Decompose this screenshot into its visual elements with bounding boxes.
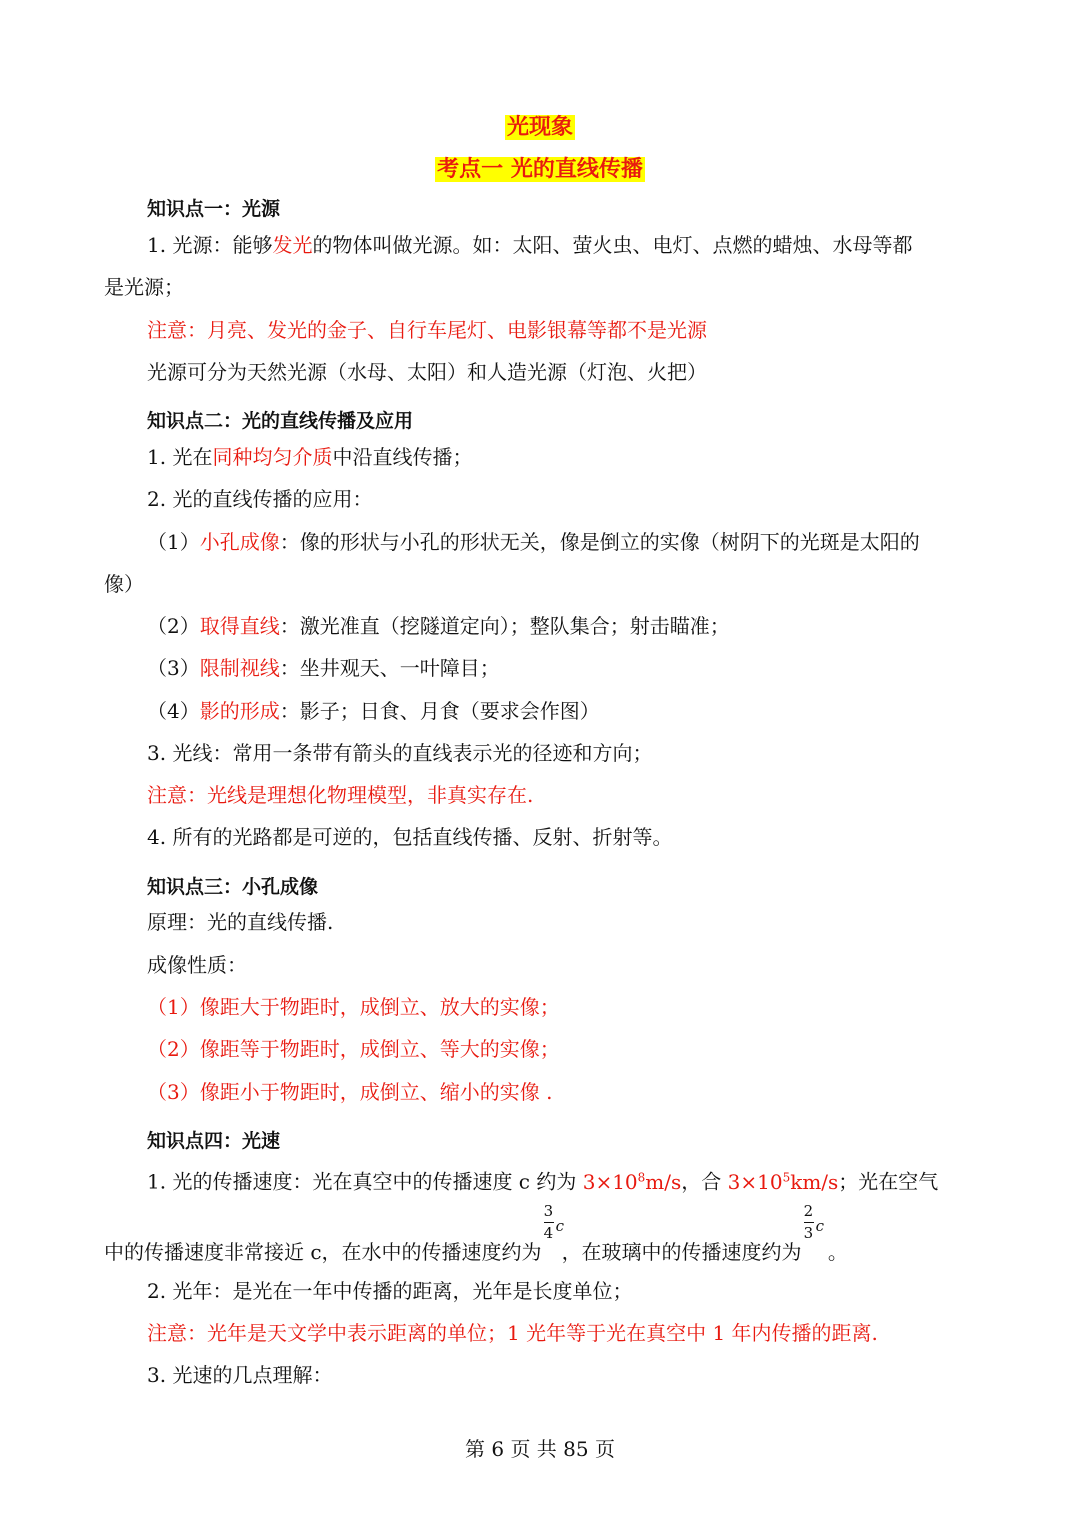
kp3-line1: 原理：光的直线传播. xyxy=(147,910,334,934)
kp1-note: 注意：月亮、发光的金子、自行车尾灯、电影银幕等都不是光源 xyxy=(147,318,707,342)
kp4-heading: 知识点四：光速 xyxy=(147,1130,281,1152)
kp2-note: 注意：光线是理想化物理模型，非真实存在. xyxy=(147,783,534,807)
kp1-heading: 知识点一：光源 xyxy=(147,198,281,220)
kp3-rule1: （1）像距大于物距时，成倒立、放大的实像； xyxy=(147,995,560,1019)
kp1-line1-wrap: 是光源； xyxy=(104,275,184,299)
kp3-rule3: （3）像距小于物距时，成倒立、缩小的实像 . xyxy=(147,1080,553,1104)
kp2-line1: 1. 光在同种均匀介质中沿直线传播； xyxy=(147,445,473,469)
kp2-app2: （2）取得直线：激光准直（挖隧道定向）；整队集合；射击瞄准； xyxy=(147,614,730,638)
kp2-line2: 2. 光的直线传播的应用： xyxy=(147,487,373,511)
kp1-line1: 1. 光源：能够发光的物体叫做光源。如：太阳、萤火虫、电灯、点燃的蜡烛、水母等都 xyxy=(147,233,913,257)
kp2-heading: 知识点二：光的直线传播及应用 xyxy=(147,410,414,432)
kp3-rule2: （2）像距等于物距时，成倒立、等大的实像； xyxy=(147,1037,560,1061)
kp4-line2: 中的传播速度非常接近 c，在水中的传播速度约为 3 4 c ，在玻璃中的传播速度约为 2 3 c 。 xyxy=(104,1202,848,1264)
kp3-line2: 成像性质： xyxy=(147,953,247,977)
chapter-title: 光现象 xyxy=(506,115,573,140)
kp2-line4: 4. 所有的光路都是可逆的，包括直线传播、反射、折射等。 xyxy=(147,825,673,849)
kp2-app4: （4）影的形成：影子；日食、月食（要求会作图） xyxy=(147,699,600,723)
kp2-app3: （3）限制视线：坐井观天、一叶障目； xyxy=(147,656,500,680)
kp4-note: 注意：光年是天文学中表示距离的单位；1 光年等于光在真空中 1 年内传播的距离. xyxy=(147,1321,878,1345)
fraction-three-quarters-c: 3 4 c xyxy=(543,1202,564,1242)
kp4-line1: 1. 光的传播速度：光在真空中的传播速度 c 约为 $3\times 10^8m/s$，合 $3\times 10^5km/s$；光在空气 xyxy=(147,1169,939,1194)
kp1-line2: 光源可分为天然光源（水母、太阳）和人造光源（灯泡、火把） xyxy=(147,360,707,384)
section-title: 考点一 光的直线传播 xyxy=(437,157,643,182)
kp2-app1-wrap: 像） xyxy=(104,572,144,596)
kp4-line4: 3. 光速的几点理解： xyxy=(147,1363,333,1387)
page-footer: 第 6 页 共 85 页 xyxy=(465,1437,615,1461)
kp2-line3: 3. 光线：常用一条带有箭头的直线表示光的径迹和方向； xyxy=(147,741,653,765)
fraction-two-thirds-c: 2 3 c xyxy=(803,1202,824,1242)
kp4-line3: 2. 光年：是光在一年中传播的距离，光年是长度单位； xyxy=(147,1279,633,1303)
kp2-app1: （1）小孔成像：像的形状与小孔的形状无关，像是倒立的实像（树阴下的光斑是太阳的 xyxy=(147,530,920,554)
kp3-heading: 知识点三：小孔成像 xyxy=(147,876,319,898)
